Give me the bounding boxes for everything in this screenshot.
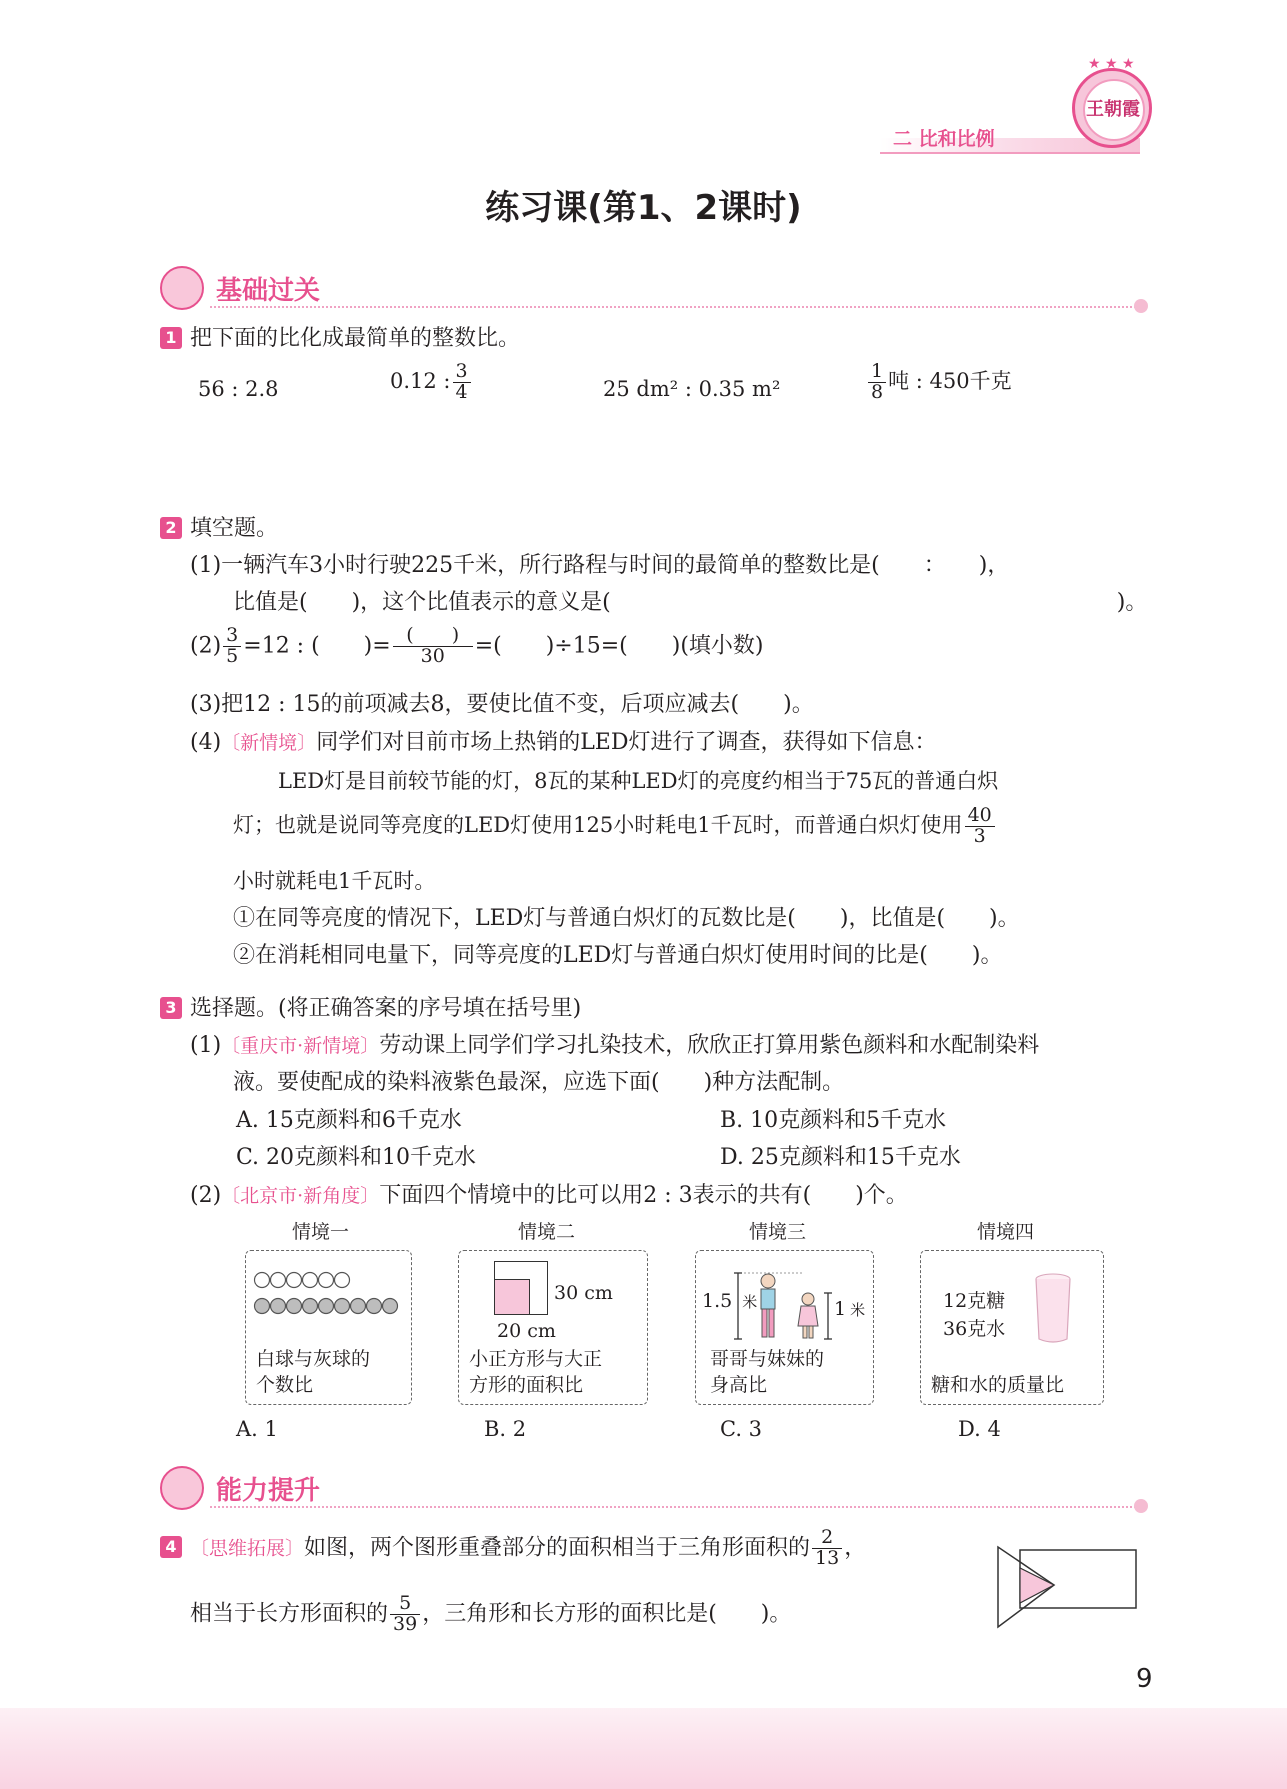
triangle-rectangle-figure [996,1545,1142,1629]
scenario-1-title: 情境一 [292,1221,350,1243]
section-divider [210,306,1140,308]
scenario-2-caption-2: 方形的面积比 [469,1374,584,1396]
page-title: 练习课(第1、2课时) [485,188,802,228]
q2-part3: (3)把12 : 15的前项减去8，要使比值不变，后项应减去( )。 [190,692,814,717]
large-square-dimension: 30 cm [554,1282,613,1304]
small-square [494,1279,530,1315]
logo-text: 王朝霞 [1086,99,1140,120]
scenario-1-caption-2: 个数比 [256,1374,314,1396]
q2-part4-intro: (4)〔新情境〕同学们对目前市场上热销的LED灯进行了调查，获得如下信息： [190,730,937,755]
q2-part4-para1: LED灯是目前较节能的灯，8瓦的某种LED灯的亮度约相当于75瓦的普通白炽 [278,769,999,793]
tag-thinking: 〔思维拓展〕 [190,1537,305,1560]
q2-part2: (2) $\frac{3}{5}$ =12 : ( )= $\frac{( )}{30}$ =( )÷15=( )(填小数) [190,624,764,667]
section-divider-2 [210,1506,1140,1508]
q3-option-b: B. 10克颜料和5千克水 [720,1108,947,1133]
sugar-label: 12克糖 [943,1290,1006,1312]
girl-icon [798,1293,818,1338]
q2-number: 2 [160,517,182,539]
divider-dot-icon [1134,299,1148,313]
scenario-3-title: 情境三 [749,1221,807,1243]
q3-option-d: D. 25克颜料和15千克水 [720,1145,961,1170]
q3-option-a: A. 15克颜料和6千克水 [236,1108,462,1133]
q3-answer-d: D. 4 [958,1417,1001,1441]
tag-new-context: 〔新情境〕 [221,732,317,754]
scenario-1-box [245,1250,412,1405]
section-avatar-icon-2 [160,1466,204,1510]
q3-prompt: 3 选择题。(将正确答案的序号填在括号里) [160,994,581,1024]
q4-line1: 4 〔思维拓展〕如图，两个图形重叠部分的面积相当于三角形面积的 $\frac{2}{13}$ ， [160,1528,866,1569]
scenario-4-title: 情境四 [977,1221,1035,1243]
q1-prompt: 1 把下面的比化成最简单的整数比。 [160,324,520,354]
q3-part1-line2: 液。要使配成的染料液紫色最深，应选下面( )种方法配制。 [233,1070,845,1095]
q3-part2-line: (2)〔北京市·新角度〕下面四个情境中的比可以用2 : 3表示的共有( )个。 [190,1183,908,1208]
q1-item-b: 0.12 : $\frac{3}{4}$ [390,362,473,403]
section-avatar-icon [160,266,204,310]
glass-icon [1033,1273,1073,1345]
section-title-advanced: 能力提升 [216,1476,321,1506]
boy-icon [761,1274,775,1337]
tag-chongqing: 〔重庆市·新情境〕 [221,1035,380,1057]
scenario-4-box [920,1250,1104,1405]
girl-height-label: 1 米 [834,1298,866,1320]
tag-beijing: 〔北京市·新角度〕 [221,1185,380,1207]
chapter-label: 二 比和比例 [893,128,995,150]
boy-height-label: 1.5 米 [702,1290,758,1312]
water-label: 36克水 [943,1318,1006,1340]
q4-line2: 相当于长方形面积的 $\frac{5}{39}$ ，三角形和长方形的面积比是( )。 [190,1592,792,1635]
scenario-3-box [695,1250,874,1405]
q2-prompt: 2 填空题。 [160,514,278,544]
balls-illustration [252,1271,407,1321]
scenario-3-caption-2: 身高比 [710,1374,768,1396]
section-title-basic: 基础过关 [216,276,321,306]
q2-part4-para3: 小时就耗电1千瓦时。 [233,869,436,893]
brand-logo [1072,68,1152,148]
q2-part1-line1: (1)一辆汽车3小时行驶225千米，所行路程与时间的最简单的整数比是( ： )， [190,553,1010,578]
header-rule [880,152,1140,154]
page-number: 9 [1136,1664,1153,1694]
q2-part4-para2: 灯；也就是说同等亮度的LED灯使用125小时耗电1千瓦时，而普通白炽灯使用 $\frac{40}{3}$ [233,806,997,847]
scenario-4-caption: 糖和水的质量比 [931,1374,1065,1396]
q2-part4-sub1: ①在同等亮度的情况下，LED灯与普通白炽灯的瓦数比是( )，比值是( )。 [233,906,1020,931]
footer-band [0,1708,1287,1789]
q1-item-c: 25 dm² : 0.35 m² [603,377,781,401]
scenario-2-title: 情境二 [518,1221,576,1243]
scenario-3-caption-1: 哥哥与妹妹的 [710,1348,825,1370]
q3-answer-c: C. 3 [720,1417,763,1441]
q1-item-a: 56 : 2.8 [198,377,279,401]
scenario-2-box [458,1250,648,1405]
q3-option-c: C. 20克颜料和10千克水 [236,1145,477,1170]
q2-part1-line2: 比值是( )，这个比值表示的意义是( )。 [233,590,1148,615]
q1-item-d: $\frac{1}{8}$ 吨 : 450千克 [866,362,1012,403]
q3-answer-a: A. 1 [236,1417,278,1441]
scenario-2-caption-1: 小正方形与大正 [469,1348,603,1370]
scenario-1-caption-1: 白球与灰球的 [256,1348,371,1370]
q4-number: 4 [160,1536,182,1558]
q3-number: 3 [160,997,182,1019]
small-square-dimension: 20 cm [497,1320,556,1342]
q2-part4-sub2: ②在消耗相同电量下，同等亮度的LED灯与普通白炽灯使用时间的比是( )。 [233,943,1003,968]
divider-dot-icon-2 [1134,1499,1148,1513]
q1-number: 1 [160,327,182,349]
q3-part1-line1: (1)〔重庆市·新情境〕劳动课上同学们学习扎染技术，欣欣正打算用紫色颜料和水配制染料 [190,1033,1040,1058]
q3-answer-b: B. 2 [484,1417,527,1441]
star-icon: ★ ★ ★ [1088,56,1135,72]
